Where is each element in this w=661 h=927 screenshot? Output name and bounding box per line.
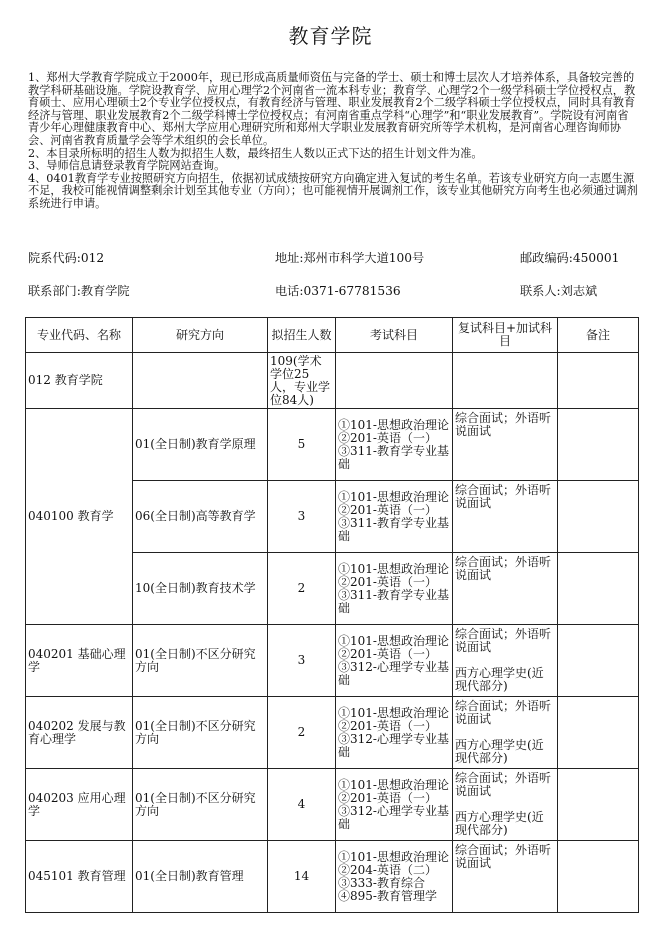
table-row: [26, 769, 639, 841]
direction-cell: 01(全日制)不区分研究方向: [133, 625, 268, 697]
count-cell: 3: [268, 481, 336, 553]
retest-cell: [453, 481, 558, 553]
exam-item: ②201-英语（一）: [338, 790, 437, 805]
retest-text: 综合面试；外语听说面试: [455, 483, 552, 510]
intro-paragraph: 3、导师信息请登录教育学院网站查询。: [28, 159, 226, 173]
exam-item: ②201-英语（一）: [338, 646, 437, 661]
major-name: 040100 教育学: [26, 409, 133, 625]
table-row: [26, 697, 639, 769]
exam-item: ①101-思想政治理论: [338, 633, 449, 648]
exam-item: ④895-教育管理学: [338, 888, 437, 903]
exam-item: ②201-英语（一）: [338, 502, 437, 517]
count-cell: 2: [268, 697, 336, 769]
remarks-cell: [558, 841, 639, 913]
major-name: 040201 基础心理学: [26, 625, 133, 697]
retest-cell: [453, 769, 558, 841]
direction-cell: 10(全日制)教育技术学: [133, 553, 268, 625]
retest-text: 综合面试；外语听说面试: [455, 771, 552, 798]
exam-item: ①101-思想政治理论: [338, 489, 449, 504]
count-cell: 3: [268, 625, 336, 697]
exam-item: ①101-思想政治理论: [338, 561, 449, 576]
count-cell: 2: [268, 553, 336, 625]
retest-text: 综合面试；外语听说面试: [455, 843, 552, 870]
exam-item: ①101-思想政治理论: [338, 417, 449, 432]
postcode: 邮政编码:450001: [520, 251, 620, 265]
remarks-cell: [558, 769, 639, 841]
exam-cell: [336, 625, 453, 697]
contact-person: 联系人:刘志斌: [520, 284, 598, 298]
exam-cell: [336, 409, 453, 481]
exam-cell: [336, 841, 453, 913]
college-name: 012 教育学院: [26, 353, 133, 409]
direction-cell: 06(全日制)高等教育学: [133, 481, 268, 553]
direction-cell: 01(全日制)不区分研究方向: [133, 769, 268, 841]
exam-item: ③311-教育学专业基础: [338, 443, 449, 471]
intro-paragraph: 2、本目录所标明的招生人数为拟招生人数，最终招生人数以正式下达的招生计划文件为准。: [28, 146, 483, 160]
page-title: 教育学院: [288, 24, 373, 48]
exam-item: ③311-教育学专业基础: [338, 587, 449, 615]
table-row: [26, 841, 639, 913]
exam-item: ②201-英语（一）: [338, 718, 437, 733]
exam-item: ②201-英语（一）: [338, 574, 437, 589]
exam-cell: [336, 769, 453, 841]
retest-text: 综合面试；外语听说面试: [455, 555, 552, 582]
header-retest: 复试科目+加试科目: [453, 318, 558, 353]
major-name: 045101 教育管理: [26, 841, 133, 913]
count-cell: 5: [268, 409, 336, 481]
exam-item: ③312-心理学专业基础: [338, 659, 449, 687]
retest-cell: [453, 553, 558, 625]
retest-text: 综合面试；外语听说面试: [455, 411, 552, 438]
table-row: [26, 353, 639, 409]
exam-item: ②201-英语（一）: [338, 430, 437, 445]
exam-cell: [336, 697, 453, 769]
retest-cell: [453, 697, 558, 769]
intro-paragraph: 1、郑州大学教育学院成立于2000年，现已形成高质量师资伍与完备的学士、硕士和博士层次人才培养体系，具备较完善的教学科研基础设施。学院设教育学、应用心理学2个河南省一流本科专业；教育学、心理学2个一级学科硕士学位授权点，教育硕士、应用心理硕士2个专业学位授权点，有教育经济与管理、职业发展教育2个二级学科硕士学位授权点，同时具有教育经济与管理、职业发展教育2个二级学科博士学位授权点；有河南省重点学科“心理学”和“职业发展教育”。学院设有河南省青少年心理健康教育中心、郑州大学应用心理研究所和郑州大学职业发展教育研究所等学术机构，是河南省心理咨询师协会、河南省教育质量学会等学术组织的会长单位。: [28, 71, 636, 147]
intro-paragraph: 4、0401教育学专业按照研究方向招生，依据初试成绩按研究方向确定进入复试的考生名单。若该专业研究方向一志愿生源不足，我校可能视情调整剩余计划至其他专业（方向）；也可能视情开展调剂工作，该专业其他研究方向考生也必须通过调剂系统进行申请。: [28, 171, 638, 210]
direction-cell: 01(全日制)教育管理: [133, 841, 268, 913]
extra-exam-text: 西方心理学史(近现代部分): [455, 810, 544, 837]
exam-cell: [336, 481, 453, 553]
retest-cell: [453, 841, 558, 913]
header-count: 拟招生人数: [268, 318, 336, 353]
count-cell: 4: [268, 769, 336, 841]
remarks-cell: [558, 697, 639, 769]
direction-cell: 01(全日制)教育学原理: [133, 409, 268, 481]
exam-item: ①101-思想政治理论: [338, 849, 449, 864]
intro-notes: [28, 72, 638, 211]
header-exam: 考试科目: [336, 318, 453, 353]
exam-item: ③333-教育综合: [338, 875, 425, 890]
remarks-cell: [558, 553, 639, 625]
address: 地址:郑州市科学大道100号: [275, 251, 425, 265]
retest-cell: [453, 625, 558, 697]
admissions-table: [25, 317, 639, 913]
remarks-cell: [558, 409, 639, 481]
contact-dept: 联系部门:教育学院: [28, 284, 130, 298]
college-count: 109(学术学位25人，专业学位84人): [268, 353, 336, 409]
remarks-cell: [558, 481, 639, 553]
remarks-cell: [558, 625, 639, 697]
direction-cell: 01(全日制)不区分研究方向: [133, 697, 268, 769]
exam-item: ③312-心理学专业基础: [338, 731, 449, 759]
extra-exam-text: 西方心理学史(近现代部分): [455, 666, 544, 693]
exam-item: ①101-思想政治理论: [338, 777, 449, 792]
exam-item: ③312-心理学专业基础: [338, 803, 449, 831]
table-header-row: [26, 318, 639, 353]
count-cell: 14: [268, 841, 336, 913]
exam-item: ①101-思想政治理论: [338, 705, 449, 720]
retest-cell: [453, 409, 558, 481]
extra-exam-text: 西方心理学史(近现代部分): [455, 738, 544, 765]
exam-cell: [336, 553, 453, 625]
retest-text: 综合面试；外语听说面试: [455, 699, 552, 726]
table-row: [26, 409, 639, 481]
header-remarks: 备注: [558, 318, 639, 353]
header-direction: 研究方向: [133, 318, 268, 353]
exam-item: ③311-教育学专业基础: [338, 515, 449, 543]
major-name: 040202 发展与教育心理学: [26, 697, 133, 769]
retest-text: 综合面试；外语听说面试: [455, 627, 552, 654]
table-row: [26, 625, 639, 697]
dept-code: 院系代码:012: [28, 251, 105, 265]
phone: 电话:0371-67781536: [275, 284, 401, 298]
header-major: 专业代码、名称: [26, 318, 133, 353]
exam-item: ②204-英语（二）: [338, 862, 437, 877]
major-name: 040203 应用心理学: [26, 769, 133, 841]
